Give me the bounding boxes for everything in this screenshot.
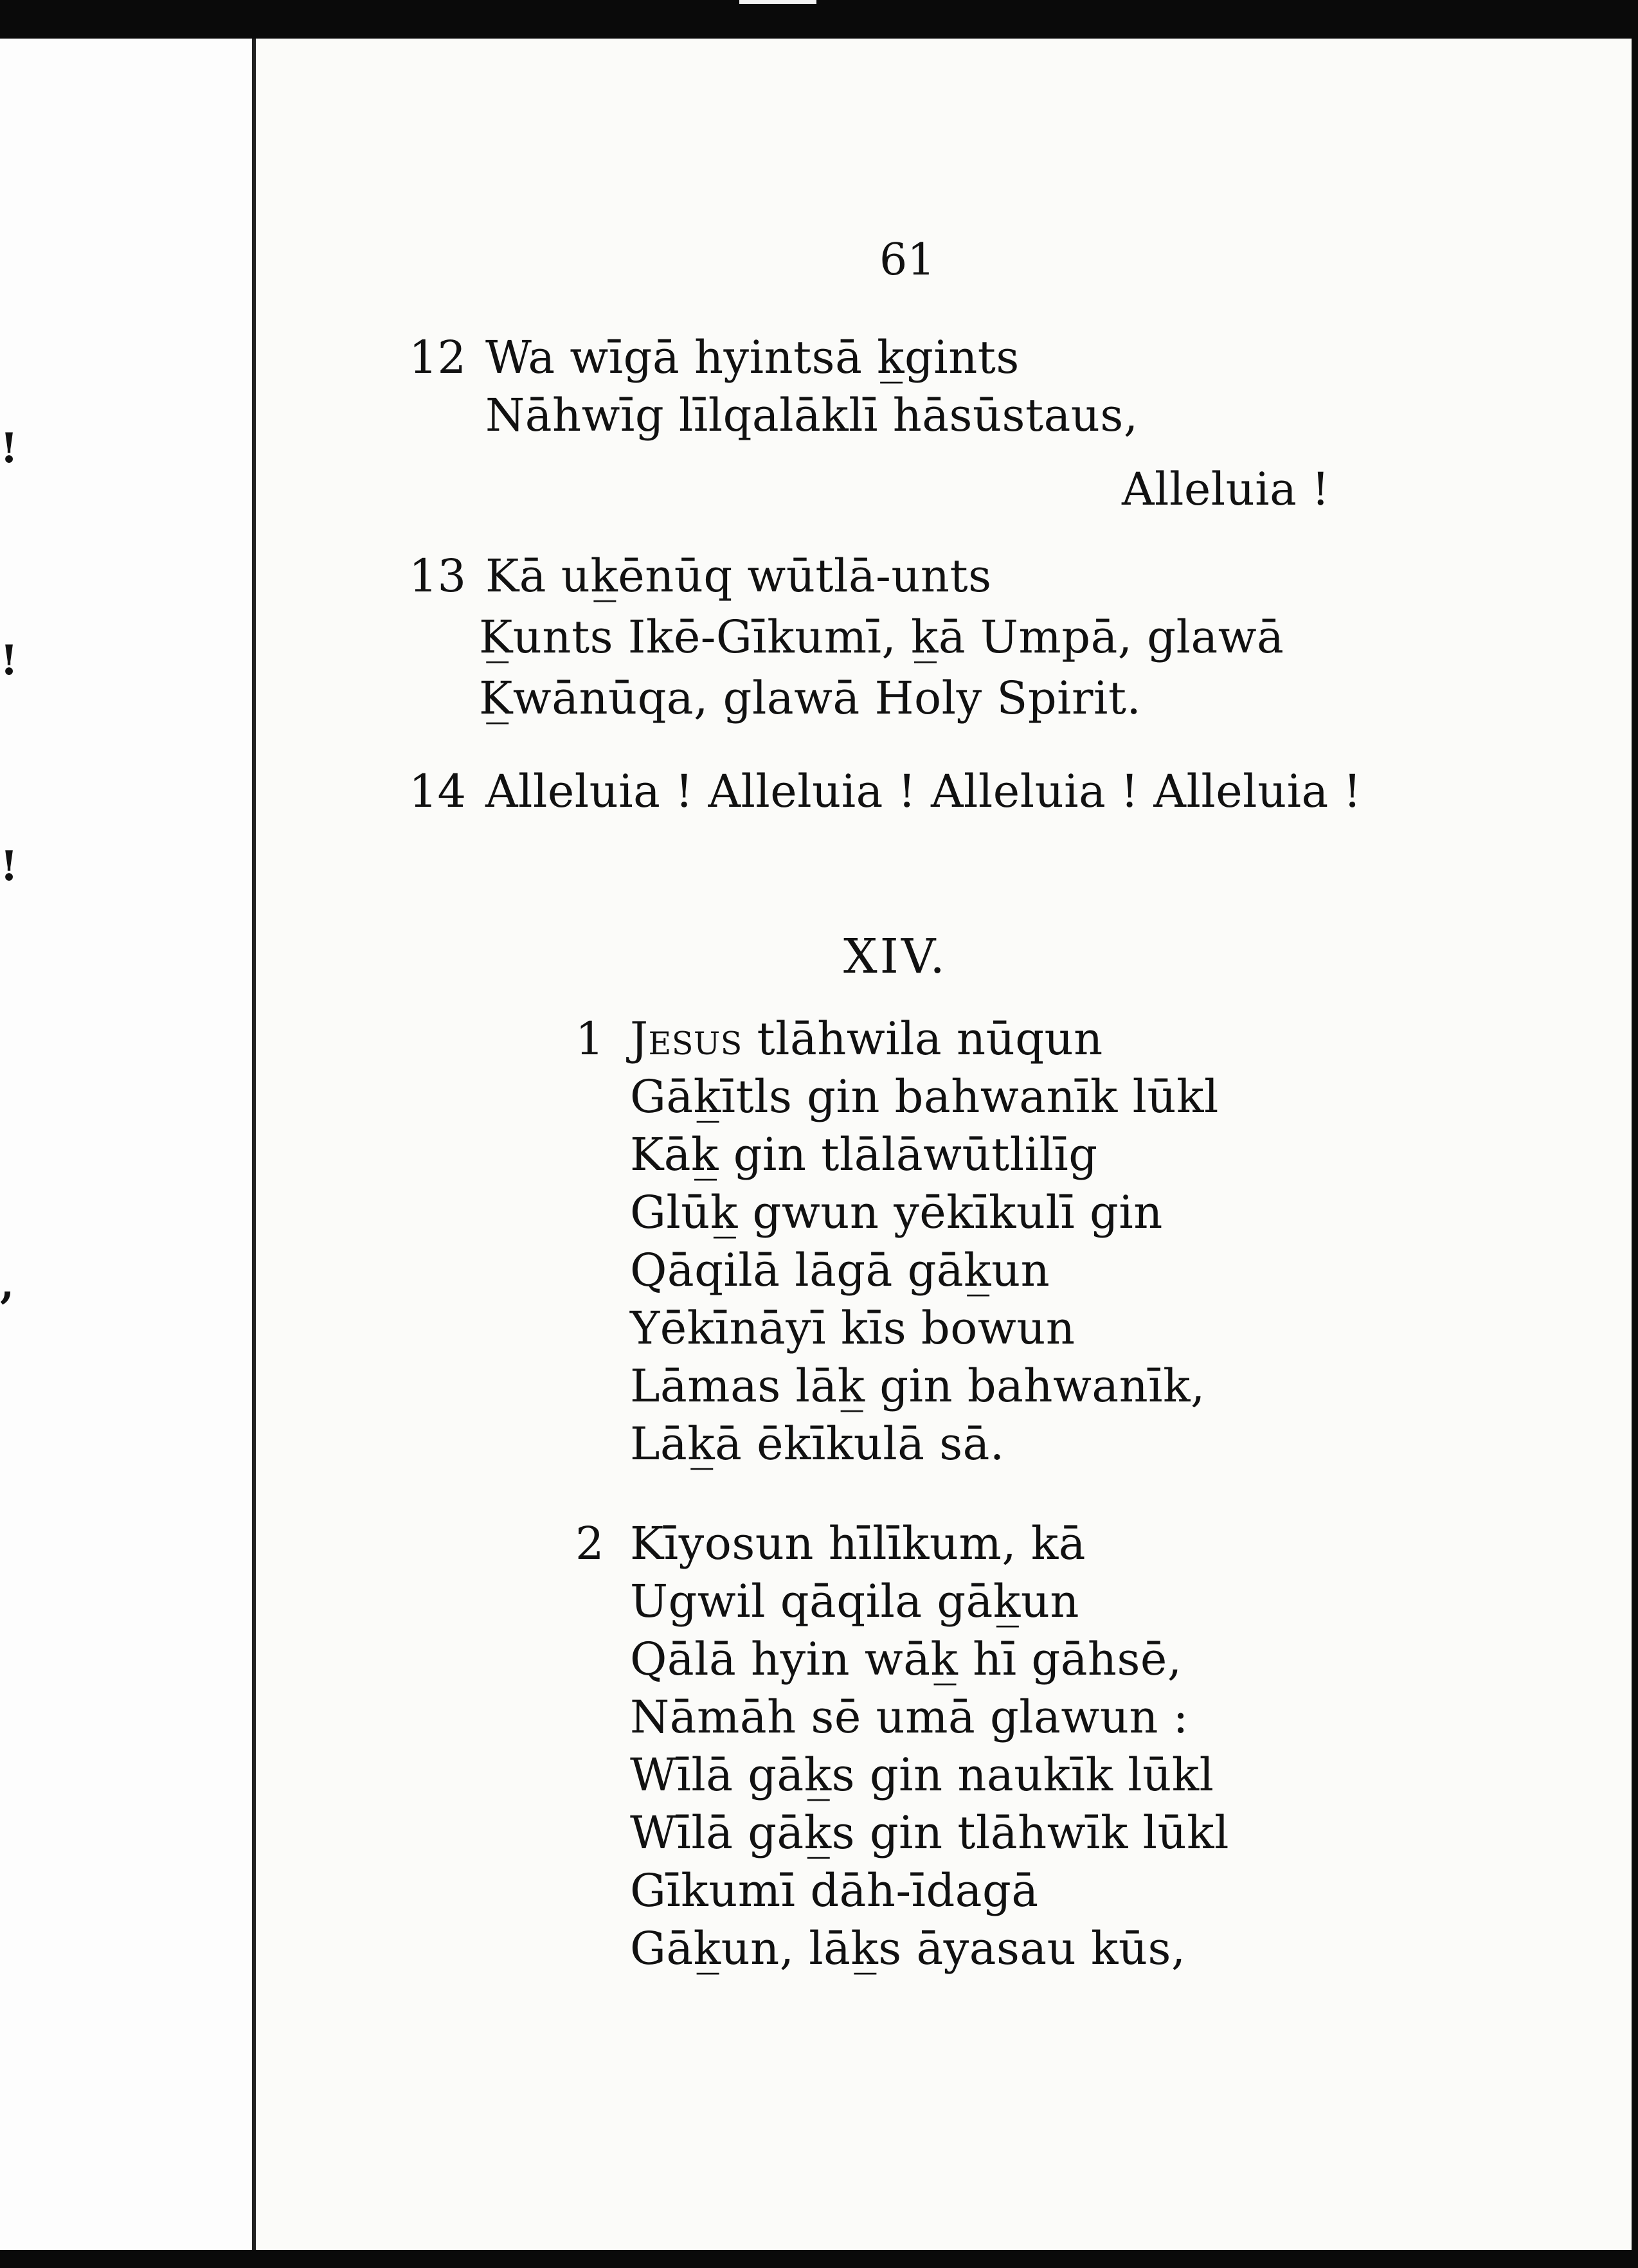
verse-line: Lāmas lāk̲ gin bahwanīk, <box>630 1360 1205 1412</box>
page-number: 61 <box>879 235 935 285</box>
verse-line: Glūk̲ gwun yēkīkulī gin <box>630 1186 1163 1239</box>
verse-line: Nāhwīg līlqalāklī hāsūstaus, <box>485 389 1138 442</box>
verse-line: Qālā hyin wāk̲ hī gāhsē, <box>630 1633 1182 1686</box>
scan-top-border <box>0 0 1638 39</box>
verse-line: Alleluia ! Alleluia ! Alleluia ! Alleluia ! <box>485 765 1362 818</box>
verse-line: Kīyosun hīlīkum, kā <box>630 1517 1086 1570</box>
verse-number: 13 <box>409 550 467 602</box>
adjacent-page-edge <box>0 39 252 2250</box>
verse-line: Ugwil qāqila gāk̲un <box>630 1575 1079 1628</box>
verse-line: Nāmāh sē umā glawun : <box>630 1691 1189 1743</box>
verse-line: Kāk̲ gin tlālāwūtlilīg <box>630 1128 1098 1181</box>
verse-line-rest: tlāhwila nūqun <box>757 1013 1103 1065</box>
margin-mark: ! <box>0 636 19 685</box>
verse-line: Wīlā gāk̲s gin tlāhwīk lūkl <box>630 1806 1229 1859</box>
verse-line: Yēkīnāyī kīs bowun <box>630 1302 1076 1354</box>
scan-top-notch <box>739 0 816 4</box>
margin-mark: ! <box>0 842 19 890</box>
verse-line: Wīlā gāk̲s gin naukīk lūkl <box>630 1749 1214 1801</box>
verse-line: Gāk̲un, lāk̲s āyasau kūs, <box>630 1922 1186 1975</box>
name-small-caps: Jesus <box>630 1013 742 1065</box>
verse-line: K̲unts Ikē-Gīkumī, k̲ā Umpā, glawā <box>479 611 1284 663</box>
verse-line: Wa wīgā hyintsā k̲gints <box>485 331 1020 384</box>
section-heading: XIV. <box>843 929 948 984</box>
verse-line: Kā uk̲ēnūq wūtlā-unts <box>485 550 992 602</box>
verse-number: 1 <box>575 1013 604 1065</box>
refrain-line: Alleluia ! <box>1122 463 1330 516</box>
margin-mark: ! <box>0 424 19 473</box>
verse-number: 2 <box>575 1517 604 1570</box>
verse-number: 12 <box>409 331 467 384</box>
margin-mark: , <box>0 1260 15 1308</box>
verse-line: Gīkumī dāh-īdagā <box>630 1864 1039 1917</box>
verse-line: Lāk̲ā ēkīkulā sā. <box>630 1418 1005 1470</box>
verse-number: 14 <box>409 765 467 818</box>
verse-line: K̲wānūqa, glawā Holy Spirit. <box>479 672 1142 724</box>
verse-line: Qāqilā lāgā gāk̲un <box>630 1244 1050 1297</box>
verse-line: Gāk̲ītls gin bahwanīk lūkl <box>630 1070 1219 1123</box>
verse-line-first <box>630 1013 1103 1065</box>
